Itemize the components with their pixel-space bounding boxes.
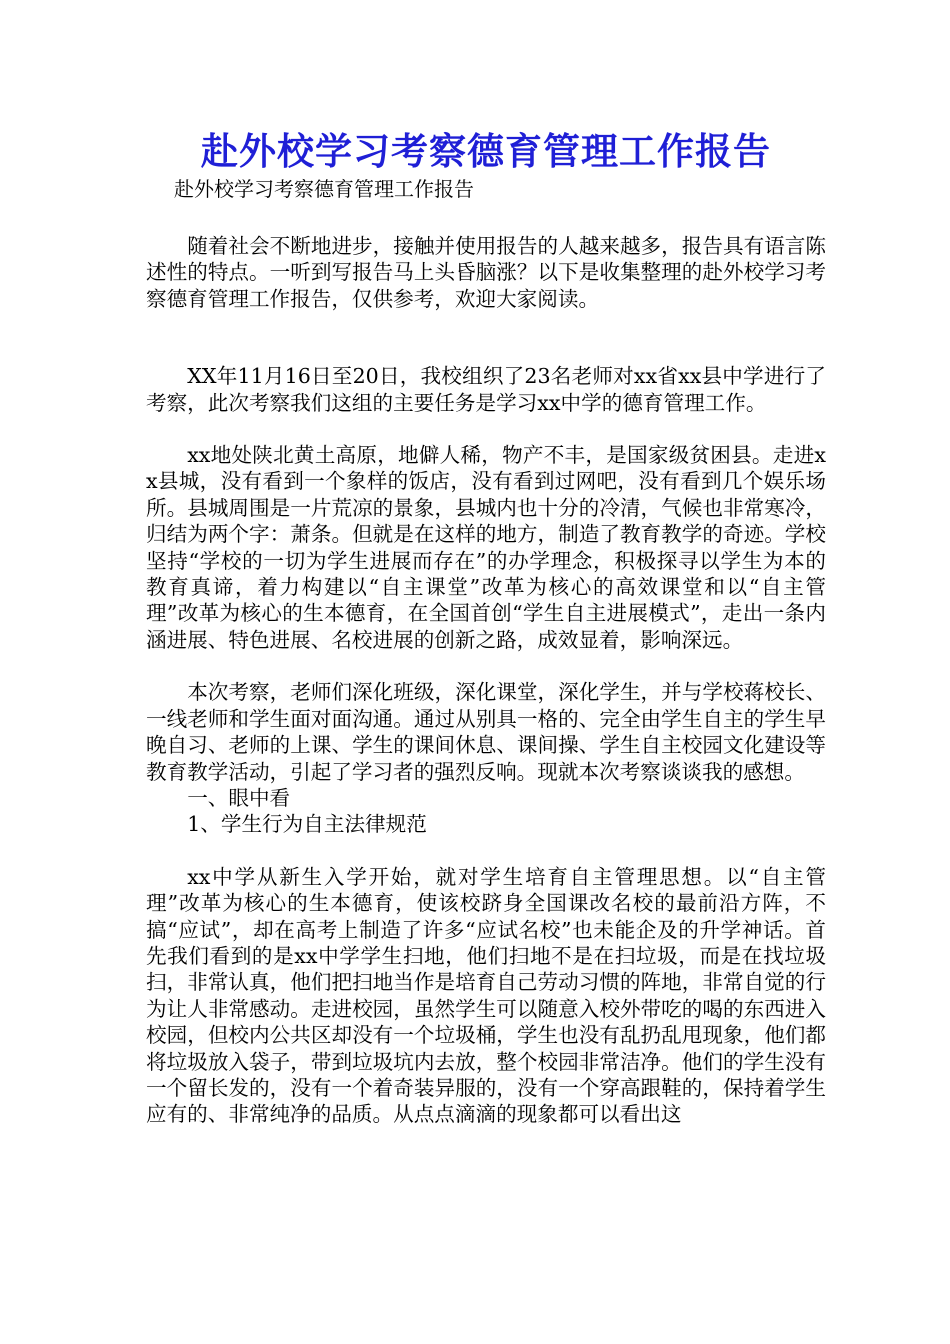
document-page [146, 126, 826, 1128]
body-paragraph-2: xx地处陕北黄土高原，地僻人稀，物产不丰，是国家级贫困县。走进xx县城，没有看到一个象样的饭店，没有看到过网吧，没有看到几个娱乐场所。县城周围是一片荒凉的景象，县城内也十分的冷清，气候也非常寒冷，归结为两个字：萧条。但就是在这样的地方，制造了教育教学的奇迹。学校坚持“学校的一切为学生进展而存在”的办学理念，积极探寻以学生为本的教育真谛，着力构建以“自主课堂”改革为核心的高效课堂和以“自主管理”改革为核心的生本德育，在全国首创“学生自主进展模式”，走出一条内涵进展、特色进展、名校进展的创新之路，成效显着，影响深远。 [146, 443, 826, 652]
document-subtitle: 赴外校学习考察德育管理工作报告 [174, 177, 474, 201]
body-paragraph-1: XX年11月16日至20日，我校组织了23名老师对xx省xx县中学进行了考察，此次考察我们这组的主要任务是学习xx中学的德育管理工作。 [146, 364, 826, 415]
body-paragraph-4: xx中学从新生入学开始，就对学生培育自主管理思想。以“自主管理”改革为核心的生本德育，使该校跻身全国课改名校的最前沿方阵，不搞“应试”，却在高考上制造了许多“应试名校”也未能企及的升学神话。首先我们看到的是xx中学学生扫地，他们扫地不是在扫垃圾，而是在找垃圾扫，非常认真，他们把扫地当作是培育自己劳动习惯的阵地，非常自觉的行为让人非常感动。走进校园，虽然学生可以随意入校外带吃的喝的东西进入校园，但校内公共区却没有一个垃圾桶，学生也没有乱扔乱甩现象，他们都将垃圾放入袋子，带到垃圾坑内去放，整个校园非常洁净。他们的学生没有一个留长发的，没有一个着奇装异服的，没有一个穿高跟鞋的，保持着学生应有的、非常纯净的品质。从点点滴滴的现象都可以看出这 [146, 864, 826, 1127]
document-title: 赴外校学习考察德育管理工作报告 [201, 129, 771, 173]
body-paragraph-3: 本次考察，老师们深化班级，深化课堂，深化学生，并与学校蒋校长、一线老师和学生面对面沟通。通过从别具一格的、完全由学生自主的学生早晚自习、老师的上课、学生的课间休息、课间操、学生自主校园文化建设等教育教学活动，引起了学习者的强烈反响。现就本次考察谈谈我的感想。 [146, 680, 826, 784]
sub-heading: 1、学生行为自主法律规范 [187, 812, 427, 837]
intro-paragraph: 随着社会不断地进步，接触并使用报告的人越来越多，报告具有语言陈述性的特点。一听到写报告马上头昏脑涨？以下是收集整理的赴外校学习考察德育管理工作报告，仅供参考，欢迎大家阅读。 [146, 234, 826, 311]
section-heading: 一、眼中看 [187, 785, 291, 810]
